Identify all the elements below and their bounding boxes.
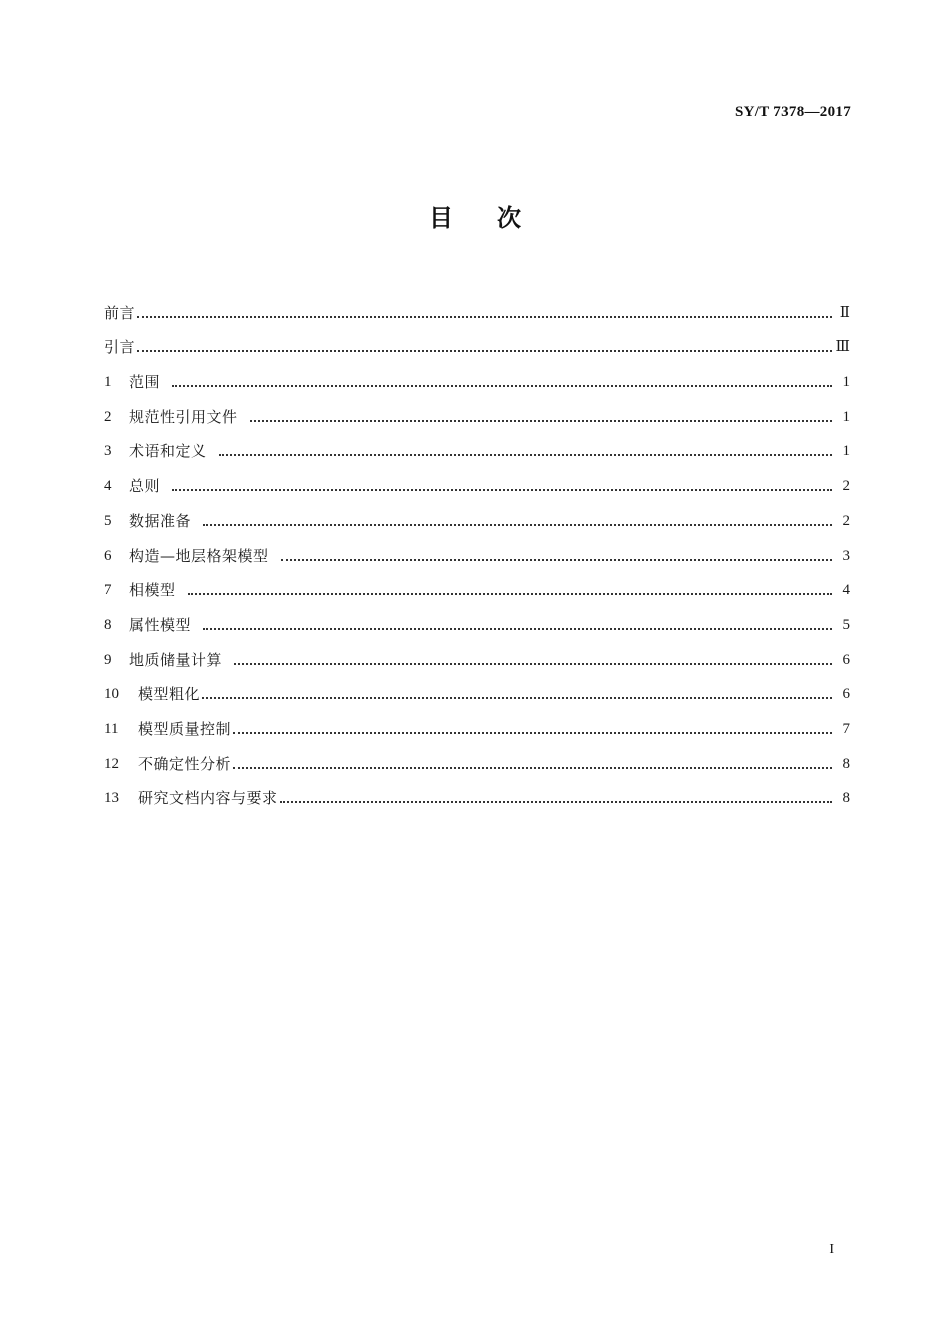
toc-entry[interactable] — [104, 427, 850, 462]
toc-entry-label: 模型粗化 — [138, 685, 201, 704]
toc-entry[interactable] — [104, 704, 850, 739]
toc-entry-page: 6 — [842, 651, 850, 668]
toc-entry-number: 13 — [104, 790, 119, 807]
toc-entry[interactable] — [104, 392, 850, 427]
toc-entry-page: Ⅱ — [839, 304, 850, 321]
toc-entry[interactable] — [104, 496, 850, 531]
toc-entry-page: 8 — [842, 755, 850, 772]
toc-title: 目次 — [429, 204, 565, 232]
toc-entry-page: Ⅲ — [835, 339, 850, 356]
toc-entry-label: 不确定性分析 — [138, 754, 232, 773]
toc-entry-page: 5 — [842, 616, 850, 633]
toc-entry[interactable] — [104, 461, 850, 496]
toc-dot-leader — [137, 316, 832, 318]
toc-dot-leader — [203, 628, 832, 630]
toc-entry-number: 6 — [104, 547, 112, 564]
toc-entry-number: 5 — [104, 512, 112, 529]
toc-dot-leader — [188, 593, 832, 595]
toc-entry[interactable] — [104, 774, 850, 809]
toc-entry-number: 4 — [104, 478, 112, 495]
toc-entry-page: 6 — [842, 686, 850, 703]
toc-entry-label: 总则 — [129, 477, 161, 496]
toc-entry-number: 7 — [104, 582, 112, 599]
toc-entry-label: 前言 — [104, 303, 136, 322]
toc-entry-page: 1 — [842, 374, 850, 391]
toc-entry-label: 模型质量控制 — [138, 719, 232, 738]
toc-dot-leader — [233, 767, 832, 769]
toc-entry-label: 属性模型 — [129, 615, 192, 634]
toc-dot-leader — [234, 663, 832, 665]
page-number: I — [829, 1242, 834, 1257]
toc-dot-leader — [219, 454, 832, 456]
toc-entry-number: 1 — [104, 374, 112, 391]
toc-entry[interactable] — [104, 357, 850, 392]
toc-entry[interactable] — [104, 531, 850, 566]
toc-entry[interactable] — [104, 566, 850, 601]
toc-entry-page: 1 — [842, 443, 850, 460]
toc-entry[interactable] — [104, 323, 850, 358]
toc-entry-number: 8 — [104, 616, 112, 633]
toc-dot-leader — [250, 420, 832, 422]
toc-dot-leader — [281, 559, 832, 561]
standard-code: SY/T 7378—2017 — [734, 104, 851, 120]
table-of-contents — [104, 288, 850, 808]
toc-entry-page: 7 — [842, 720, 850, 737]
toc-dot-leader — [280, 801, 832, 803]
toc-entry[interactable] — [104, 288, 850, 323]
toc-entry-label: 研究文档内容与要求 — [138, 789, 278, 808]
toc-dot-leader — [203, 524, 832, 526]
toc-dot-leader — [137, 350, 832, 352]
toc-entry-page: 3 — [842, 547, 850, 564]
toc-dot-leader — [172, 385, 832, 387]
toc-entry-number: 9 — [104, 651, 112, 668]
toc-entry-label: 相模型 — [129, 581, 176, 600]
toc-entry-number: 10 — [104, 686, 119, 703]
toc-dot-leader — [172, 489, 832, 491]
toc-entry-label: 规范性引用文件 — [129, 407, 238, 426]
toc-entry-label: 范围 — [129, 373, 161, 392]
toc-entry[interactable] — [104, 670, 850, 705]
toc-dot-leader — [202, 697, 832, 699]
toc-entry-page: 1 — [842, 408, 850, 425]
toc-entry[interactable] — [104, 739, 850, 774]
toc-entry-number: 12 — [104, 755, 119, 772]
toc-entry-number: 3 — [104, 443, 112, 460]
toc-entry-label: 地质储量计算 — [129, 650, 223, 669]
toc-entry[interactable] — [104, 600, 850, 635]
toc-entry-label: 引言 — [104, 338, 136, 357]
toc-entry-page: 2 — [842, 512, 850, 529]
toc-entry[interactable] — [104, 635, 850, 670]
toc-entry-page: 2 — [842, 478, 850, 495]
toc-entry-page: 8 — [842, 790, 850, 807]
toc-entry-label: 术语和定义 — [129, 442, 207, 461]
toc-entry-page: 4 — [842, 582, 850, 599]
toc-dot-leader — [233, 732, 832, 734]
toc-entry-number: 2 — [104, 408, 112, 425]
toc-entry-label: 构造—地层格架模型 — [129, 546, 269, 565]
toc-entry-label: 数据准备 — [129, 511, 192, 530]
toc-entry-number: 11 — [104, 720, 119, 737]
